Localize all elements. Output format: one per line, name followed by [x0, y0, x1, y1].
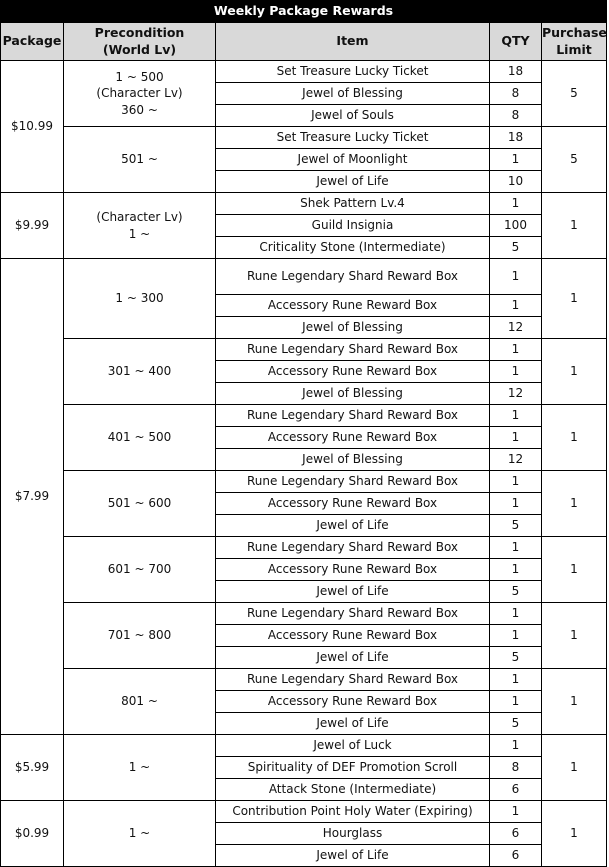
- table-row: [1, 193, 607, 215]
- item-name-cell: Jewel of Life: [216, 647, 490, 669]
- item-name-cell: Spirituality of DEF Promotion Scroll: [216, 757, 490, 779]
- precondition-line: (Character Lv): [96, 86, 183, 101]
- item-qty-cell: 1: [490, 295, 542, 317]
- item-qty-cell: 100: [490, 215, 542, 237]
- precondition-line: 601 ~ 700: [107, 562, 172, 577]
- item-name-cell: Hourglass: [216, 823, 490, 845]
- table-row: [1, 669, 607, 691]
- item-name-cell: Rune Legendary Shard Reward Box: [216, 669, 490, 691]
- header-precondition-line1: Precondition: [94, 24, 185, 40]
- item-qty-cell: 6: [490, 823, 542, 845]
- item-qty-cell: 6: [490, 845, 542, 867]
- purchase-limit-cell: 1: [542, 193, 607, 259]
- table-body: [1, 61, 607, 867]
- item-qty-cell: 8: [490, 83, 542, 105]
- item-qty-cell: 10: [490, 171, 542, 193]
- item-name-cell: Jewel of Life: [216, 845, 490, 867]
- item-name-cell: Accessory Rune Reward Box: [216, 691, 490, 713]
- precondition-line: 301 ~ 400: [107, 364, 172, 379]
- header-qty: QTY: [490, 23, 542, 61]
- item-qty-cell: 1: [490, 339, 542, 361]
- precondition-line: 1 ~ 500: [115, 70, 164, 85]
- item-qty-cell: 1: [490, 193, 542, 215]
- item-name-cell: Rune Legendary Shard Reward Box: [216, 405, 490, 427]
- item-name-cell: Jewel of Luck: [216, 735, 490, 757]
- item-qty-cell: 1: [490, 801, 542, 823]
- item-qty-cell: 1: [490, 691, 542, 713]
- item-name-cell: Accessory Rune Reward Box: [216, 295, 490, 317]
- purchase-limit-cell: 1: [542, 801, 607, 867]
- item-name-cell: Jewel of Blessing: [216, 83, 490, 105]
- item-name-cell: Guild Insignia: [216, 215, 490, 237]
- item-name-cell: Jewel of Blessing: [216, 383, 490, 405]
- precondition-line: 1 ~ 300: [115, 291, 164, 306]
- item-qty-cell: 1: [490, 559, 542, 581]
- item-qty-cell: 5: [490, 581, 542, 603]
- precondition-line: 501 ~ 600: [107, 496, 172, 511]
- precondition-line: 1 ~: [128, 226, 151, 241]
- item-name-cell: Accessory Rune Reward Box: [216, 427, 490, 449]
- item-name-cell: Accessory Rune Reward Box: [216, 559, 490, 581]
- package-price-cell: $9.99: [1, 193, 64, 259]
- item-qty-cell: 1: [490, 149, 542, 171]
- purchase-limit-cell: 1: [542, 471, 607, 537]
- item-name-cell: Jewel of Moonlight: [216, 149, 490, 171]
- table-title: Weekly Package Rewards: [1, 1, 607, 23]
- item-qty-cell: 1: [490, 493, 542, 515]
- item-qty-cell: 5: [490, 237, 542, 259]
- header-purchase-limit: [542, 23, 607, 61]
- header-item: Item: [216, 23, 490, 61]
- item-qty-cell: 1: [490, 259, 542, 295]
- table-row: [1, 801, 607, 823]
- item-qty-cell: 1: [490, 471, 542, 493]
- item-name-cell: Accessory Rune Reward Box: [216, 625, 490, 647]
- purchase-limit-cell: 1: [542, 603, 607, 669]
- purchase-limit-cell: 1: [542, 405, 607, 471]
- item-name-cell: Shek Pattern Lv.4: [216, 193, 490, 215]
- precondition-line: 501 ~: [121, 152, 158, 167]
- precondition-cell: [64, 339, 216, 405]
- item-name-cell: Jewel of Life: [216, 171, 490, 193]
- item-name-cell: Rune Legendary Shard Reward Box: [216, 259, 490, 295]
- item-qty-cell: 12: [490, 449, 542, 471]
- precondition-cell: [64, 801, 216, 867]
- item-qty-cell: 1: [490, 625, 542, 647]
- item-qty-cell: 1: [490, 735, 542, 757]
- item-name-cell: Criticality Stone (Intermediate): [216, 237, 490, 259]
- item-qty-cell: 1: [490, 537, 542, 559]
- item-qty-cell: 12: [490, 317, 542, 339]
- package-price-cell: $0.99: [1, 801, 64, 867]
- precondition-cell: [64, 405, 216, 471]
- purchase-limit-cell: 5: [542, 61, 607, 127]
- item-qty-cell: 1: [490, 669, 542, 691]
- header-precondition: [64, 23, 216, 61]
- package-price-cell: $10.99: [1, 61, 64, 193]
- purchase-limit-cell: 1: [542, 339, 607, 405]
- item-qty-cell: 1: [490, 405, 542, 427]
- table-row: [1, 339, 607, 361]
- item-name-cell: Rune Legendary Shard Reward Box: [216, 537, 490, 559]
- item-name-cell: Accessory Rune Reward Box: [216, 493, 490, 515]
- precondition-cell: [64, 669, 216, 735]
- precondition-cell: [64, 127, 216, 193]
- item-qty-cell: 5: [490, 515, 542, 537]
- item-qty-cell: 8: [490, 757, 542, 779]
- item-name-cell: Jewel of Blessing: [216, 317, 490, 339]
- item-name-cell: Set Treasure Lucky Ticket: [216, 127, 490, 149]
- item-qty-cell: 1: [490, 361, 542, 383]
- purchase-limit-cell: 5: [542, 127, 607, 193]
- precondition-line: 701 ~ 800: [107, 628, 172, 643]
- item-name-cell: Set Treasure Lucky Ticket: [216, 61, 490, 83]
- item-name-cell: Accessory Rune Reward Box: [216, 361, 490, 383]
- item-name-cell: Jewel of Life: [216, 713, 490, 735]
- purchase-limit-cell: 1: [542, 669, 607, 735]
- table-row: [1, 61, 607, 83]
- package-price-cell: $5.99: [1, 735, 64, 801]
- purchase-limit-cell: 1: [542, 537, 607, 603]
- item-qty-cell: 5: [490, 647, 542, 669]
- precondition-line: (Character Lv): [96, 210, 183, 225]
- header-package: Package: [1, 23, 64, 61]
- item-name-cell: Jewel of Souls: [216, 105, 490, 127]
- precondition-line: 360 ~: [121, 102, 158, 117]
- precondition-cell: [64, 537, 216, 603]
- item-name-cell: Jewel of Blessing: [216, 449, 490, 471]
- item-name-cell: Jewel of Life: [216, 581, 490, 603]
- precondition-cell: [64, 603, 216, 669]
- precondition-line: 401 ~ 500: [107, 430, 172, 445]
- item-name-cell: Attack Stone (Intermediate): [216, 779, 490, 801]
- header-limit-line1: Purchase: [542, 24, 607, 40]
- item-qty-cell: 18: [490, 127, 542, 149]
- item-name-cell: Rune Legendary Shard Reward Box: [216, 471, 490, 493]
- item-name-cell: Jewel of Life: [216, 515, 490, 537]
- item-qty-cell: 1: [490, 427, 542, 449]
- item-qty-cell: 18: [490, 61, 542, 83]
- table-row: [1, 405, 607, 427]
- table-row: [1, 537, 607, 559]
- precondition-line: 1 ~: [128, 826, 151, 841]
- table-row: [1, 259, 607, 295]
- precondition-cell: [64, 193, 216, 259]
- item-name-cell: Contribution Point Holy Water (Expiring): [216, 801, 490, 823]
- item-name-cell: Rune Legendary Shard Reward Box: [216, 603, 490, 625]
- precondition-cell: [64, 471, 216, 537]
- header-precondition-line2: (World Lv): [102, 41, 177, 57]
- item-qty-cell: 8: [490, 105, 542, 127]
- precondition-line: 1 ~: [128, 760, 151, 775]
- item-qty-cell: 1: [490, 603, 542, 625]
- table-row: [1, 127, 607, 149]
- header-limit-line2: Limit: [556, 41, 592, 57]
- purchase-limit-cell: 1: [542, 735, 607, 801]
- precondition-cell: [64, 259, 216, 339]
- package-price-cell: $7.99: [1, 259, 64, 735]
- precondition-line: 801 ~: [121, 694, 158, 709]
- item-qty-cell: 5: [490, 713, 542, 735]
- purchase-limit-cell: 1: [542, 259, 607, 339]
- table-row: [1, 603, 607, 625]
- table-row: [1, 735, 607, 757]
- item-qty-cell: 12: [490, 383, 542, 405]
- item-name-cell: Rune Legendary Shard Reward Box: [216, 339, 490, 361]
- item-qty-cell: 6: [490, 779, 542, 801]
- precondition-cell: [64, 61, 216, 127]
- precondition-cell: [64, 735, 216, 801]
- table-row: [1, 471, 607, 493]
